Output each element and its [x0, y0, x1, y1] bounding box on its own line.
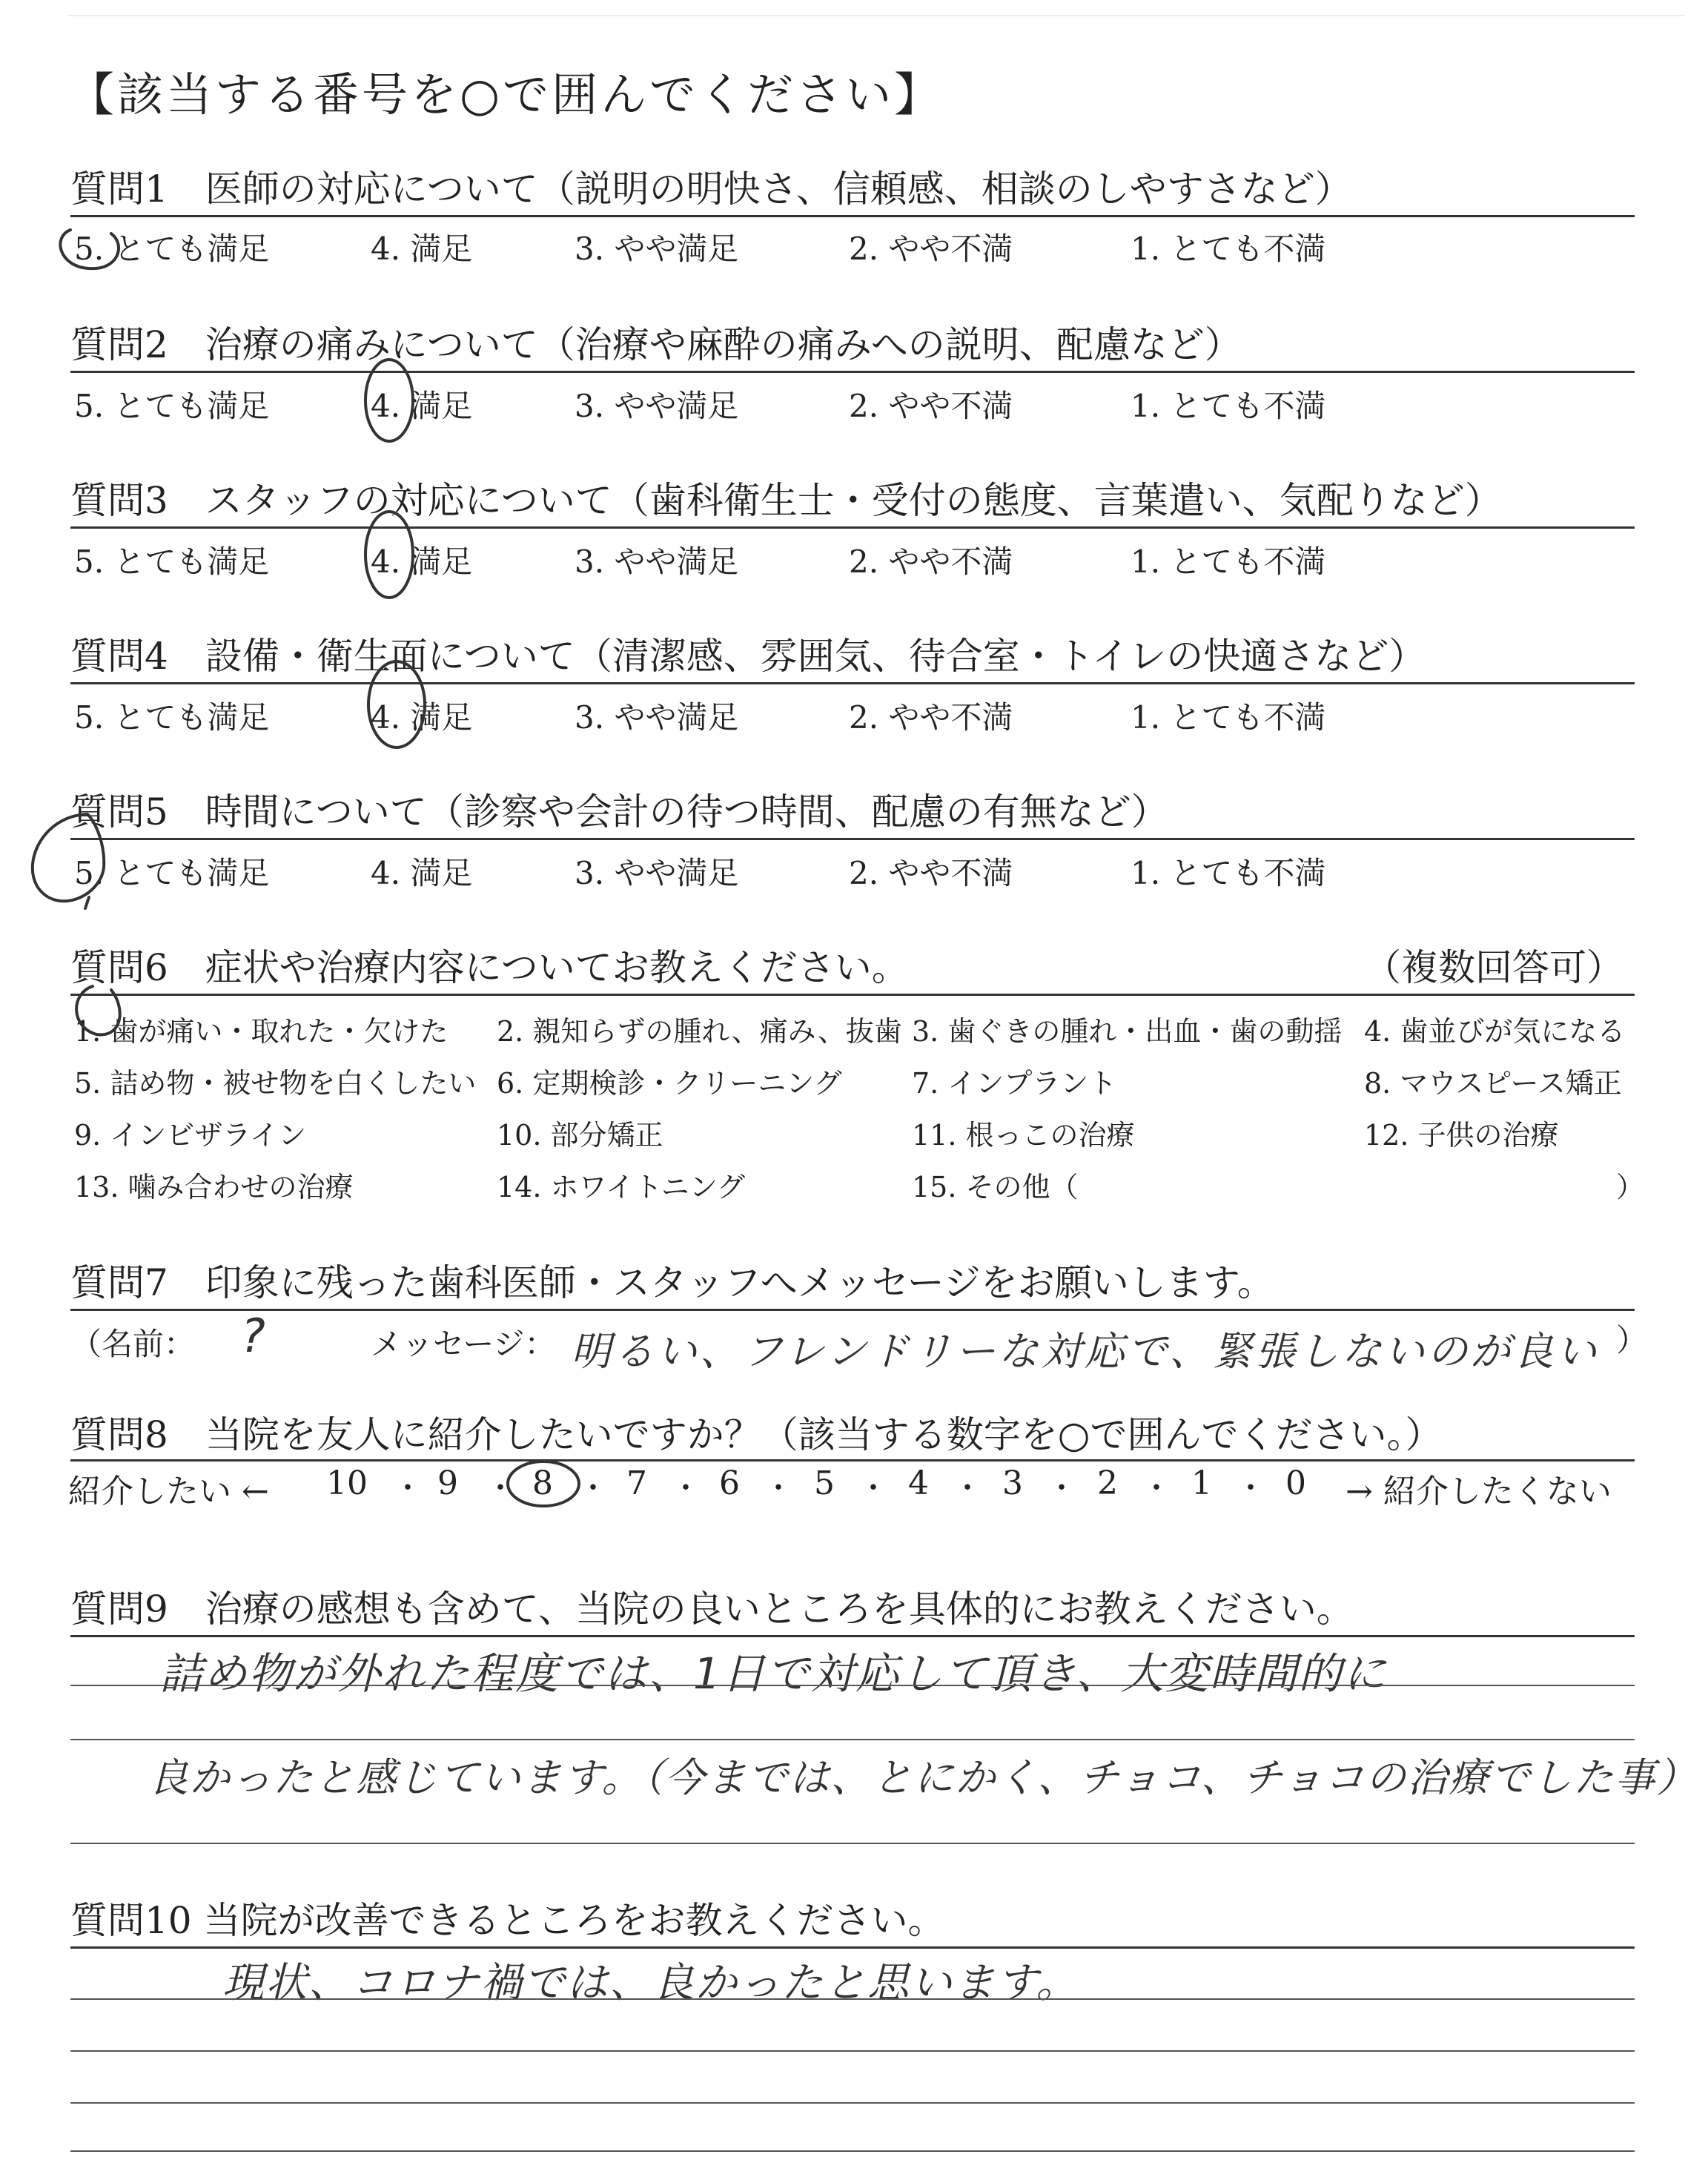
q10-writing-line	[70, 2102, 1635, 2104]
q9-writing-line	[70, 1739, 1635, 1740]
q1-option-1[interactable]: 1. とても不満	[1131, 231, 1326, 267]
q1-option-5[interactable]: 5. とても満足	[74, 231, 270, 267]
q6-option-2[interactable]: 2. 親知らずの腫れ、痛み、抜歯	[497, 1015, 902, 1048]
scale-7[interactable]: 7	[626, 1464, 647, 1502]
scale-dot: ・	[578, 1471, 608, 1505]
scale-dot: ・	[1236, 1471, 1265, 1505]
scale-dot: ・	[953, 1471, 982, 1505]
q4-option-5[interactable]: 5. とても満足	[74, 699, 270, 736]
q10-writing-line	[70, 2050, 1635, 2052]
page-title: 【該当する番号を○で囲んでください】	[68, 67, 944, 122]
q5-option-5[interactable]: 5. とても満足	[74, 855, 270, 891]
q1-option-4[interactable]: 4. 満足	[371, 231, 473, 267]
q4-option-4[interactable]: 4. 満足	[371, 699, 473, 736]
q6-other-close-paren: ）	[1616, 1171, 1645, 1203]
q3-option-2[interactable]: 2. やや不満	[849, 544, 1013, 580]
q6-option-5[interactable]: 5. 詰め物・被せ物を白くしたい	[74, 1067, 477, 1100]
scale-2[interactable]: 2	[1097, 1464, 1118, 1502]
q9-answer-line-1[interactable]: 詰め物が外れた程度では、1日で対応して頂き、大変時間的に	[159, 1648, 1388, 1699]
question-8-rule	[70, 1459, 1635, 1462]
question-8: 質問8 当院を友人に紹介したいですか？（該当する数字を○で囲んでください。）	[70, 1413, 1443, 1456]
scale-dot: ・	[764, 1471, 793, 1505]
q6-option-8[interactable]: 8. マウスピース矯正	[1364, 1067, 1622, 1100]
scale-10[interactable]: 10	[326, 1464, 368, 1502]
q2-option-1[interactable]: 1. とても不満	[1131, 388, 1326, 424]
scale-8[interactable]: 8	[532, 1464, 553, 1502]
q5-option-3[interactable]: 3. やや満足	[575, 855, 739, 891]
q6-option-13[interactable]: 13. 噛み合わせの治療	[74, 1171, 354, 1203]
question-6-note: （複数回答可）	[1364, 946, 1623, 989]
q10-writing-line	[70, 1998, 1635, 2000]
q6-option-4[interactable]: 4. 歯並びが気になる	[1364, 1015, 1626, 1048]
q9-writing-line	[70, 1685, 1635, 1686]
q6-option-7[interactable]: 7. インプラント	[912, 1067, 1117, 1100]
question-5: 質問5 時間について（診察や会計の待つ時間、配慮の有無など）	[70, 790, 1168, 833]
q6-option-1[interactable]: 1. 歯が痛い・取れた・欠けた	[74, 1015, 448, 1048]
q6-option-6[interactable]: 6. 定期検診・クリーニング	[497, 1067, 842, 1100]
q3-option-1[interactable]: 1. とても不満	[1131, 544, 1326, 580]
q6-option-9[interactable]: 9. インビザライン	[74, 1119, 307, 1152]
q9-writing-line	[70, 1843, 1635, 1844]
q6-option-11[interactable]: 11. 根っこの治療	[912, 1119, 1135, 1152]
q4-option-1[interactable]: 1. とても不満	[1131, 699, 1326, 736]
question-6: 質問6 症状や治療内容についてお教えください。	[70, 946, 909, 989]
name-handwritten[interactable]: ?	[241, 1309, 267, 1363]
scale-9[interactable]: 9	[437, 1464, 458, 1502]
scale-0[interactable]: 0	[1285, 1464, 1306, 1502]
q2-option-3[interactable]: 3. やや満足	[575, 388, 739, 424]
question-4-rule	[70, 682, 1635, 684]
q10-writing-line	[70, 2150, 1635, 2152]
question-7-rule	[70, 1309, 1635, 1311]
scale-dot: ・	[671, 1471, 701, 1505]
question-6-rule	[70, 994, 1635, 996]
question-1: 質問1 医師の対応について（説明の明快さ、信頼感、相談のしやすさなど）	[70, 168, 1352, 211]
question-10-rule	[70, 1946, 1635, 1949]
scale-4[interactable]: 4	[908, 1464, 929, 1502]
question-3: 質問3 スタッフの対応について（歯科衛生士・受付の態度、言葉遣い、気配りなど）	[70, 479, 1502, 522]
scale-dot: ・	[486, 1471, 515, 1505]
scale-6[interactable]: 6	[719, 1464, 740, 1502]
q4-option-2[interactable]: 2. やや不満	[849, 699, 1013, 736]
question-7: 質問7 印象に残った歯科医師・スタッフへメッセージをお願いします。	[70, 1261, 1274, 1304]
question-4: 質問4 設備・衛生面について（清潔感、雰囲気、待合室・トイレの快適さなど）	[70, 635, 1426, 678]
q5-option-4[interactable]: 4. 満足	[371, 855, 473, 891]
question-9: 質問9 治療の感想も含めて、当院の良いところを具体的にお教えください。	[70, 1588, 1354, 1631]
q6-option-14[interactable]: 14. ホワイトニング	[497, 1171, 746, 1203]
recommend-right-label: → 紹介したくない	[1345, 1473, 1612, 1510]
question-5-rule	[70, 838, 1635, 840]
question-2: 質問2 治療の痛みについて（治療や麻酔の痛みへの説明、配慮など）	[70, 323, 1242, 366]
q3-option-3[interactable]: 3. やや満足	[575, 544, 739, 580]
question-9-rule	[70, 1635, 1635, 1637]
q6-option-10[interactable]: 10. 部分矯正	[497, 1119, 663, 1152]
scale-5[interactable]: 5	[814, 1464, 835, 1502]
question-3-rule	[70, 526, 1635, 529]
scale-dot: ・	[393, 1471, 423, 1505]
q10-answer-line-1[interactable]: 現状、コロナ禍では、良かったと思います。	[222, 1959, 1079, 2007]
q6-option-15[interactable]: 15. その他（	[912, 1171, 1079, 1203]
recommend-left-label: 紹介したい ←	[68, 1473, 269, 1510]
q3-option-5[interactable]: 5. とても満足	[74, 544, 270, 580]
question-1-rule	[70, 215, 1635, 217]
q3-option-4[interactable]: 4. 満足	[371, 544, 473, 580]
q5-option-1[interactable]: 1. とても不満	[1131, 855, 1326, 891]
scale-3[interactable]: 3	[1002, 1464, 1023, 1502]
message-label: メッセージ：	[371, 1326, 556, 1362]
question-2-rule	[70, 371, 1635, 373]
scale-dot: ・	[858, 1471, 888, 1505]
q5-option-2[interactable]: 2. やや不満	[849, 855, 1013, 891]
top-border	[67, 15, 1686, 16]
scale-dot: ・	[1142, 1471, 1171, 1505]
q1-option-3[interactable]: 3. やや満足	[575, 231, 739, 267]
q2-option-5[interactable]: 5. とても満足	[74, 388, 270, 424]
scale-dot: ・	[1047, 1471, 1076, 1505]
q2-option-2[interactable]: 2. やや不満	[849, 388, 1013, 424]
message-close-paren: ）	[1616, 1322, 1648, 1358]
name-label: （名前：	[70, 1326, 196, 1362]
q9-answer-line-2[interactable]: 良かったと感じています。（今までは、とにかく、チョコ、チョコの治療でした事）	[148, 1754, 1698, 1801]
message-handwritten[interactable]: 明るい、フレンドリーな対応で、緊張しないのが良い	[571, 1328, 1600, 1375]
q1-option-2[interactable]: 2. やや不満	[849, 231, 1013, 267]
q4-option-3[interactable]: 3. やや満足	[575, 699, 739, 736]
q6-option-12[interactable]: 12. 子供の治療	[1364, 1119, 1559, 1152]
question-10: 質問10 当院が改善できるところをお教えください。	[70, 1899, 945, 1942]
q6-option-3[interactable]: 3. 歯ぐきの腫れ・出血・歯の動揺	[912, 1015, 1343, 1048]
scale-1[interactable]: 1	[1191, 1464, 1212, 1502]
q2-option-4[interactable]: 4. 満足	[371, 388, 473, 424]
